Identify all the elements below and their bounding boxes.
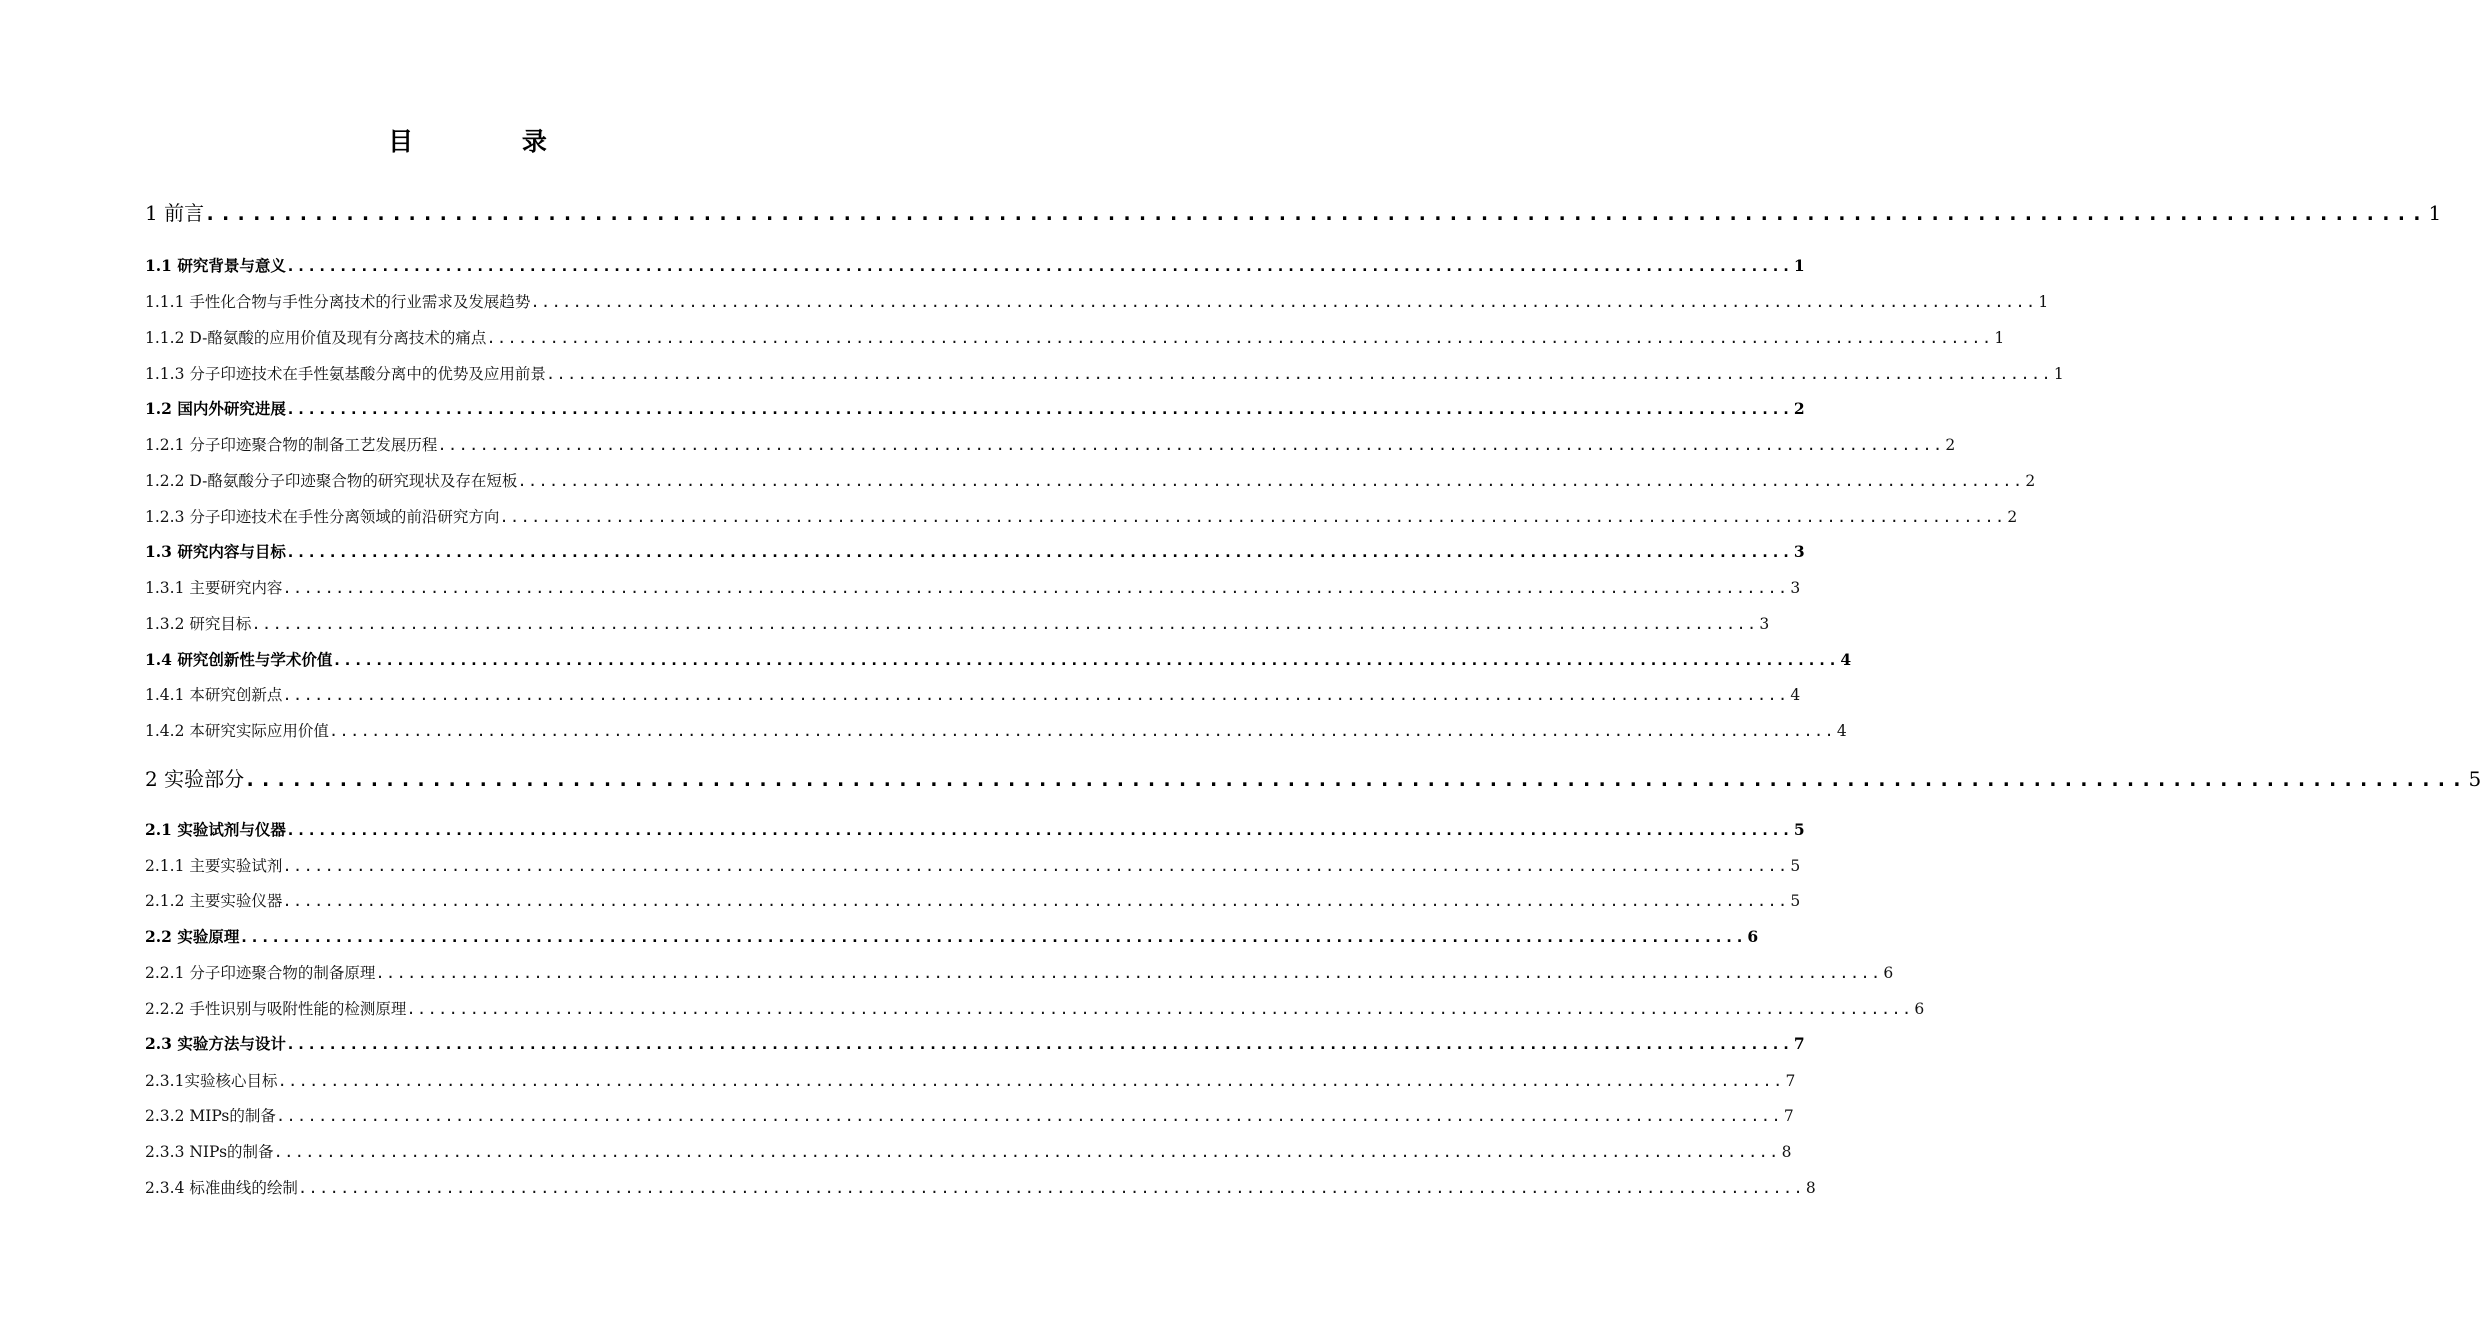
toc-entry[interactable] xyxy=(145,854,1801,878)
toc-entry-label: 2.2 实验原理 xyxy=(145,927,240,946)
toc-dot-leader: ............................................................................................................................................... xyxy=(545,365,2052,383)
toc-dot-leader: ............................................................................................................................................... xyxy=(285,1035,1792,1053)
toc-entry-label: 1.1.2 D-酪氨酸的应用价值及现有分离技术的痛点 xyxy=(145,329,487,347)
toc-dot-leader: ............................................................................................................................................... xyxy=(251,615,1758,633)
toc-page-number: 6 xyxy=(1914,1000,1925,1018)
toc-dot-leader: ............................................................................................................................................... xyxy=(282,686,1789,704)
toc-page-number: 2 xyxy=(1793,399,1805,418)
toc-entry-label: 2.3.2 MIPs的制备 xyxy=(145,1107,276,1125)
toc-entry[interactable] xyxy=(145,576,1801,600)
toc-entry-label: 1.1 研究背景与意义 xyxy=(145,256,286,275)
toc-dot-leader: ............................................................................................................................................... xyxy=(282,579,1789,597)
toc-entry[interactable] xyxy=(145,648,1852,672)
toc-entry-label: 1.2.1 分子印迹聚合物的制备工艺发展历程 xyxy=(145,436,438,454)
toc-entry[interactable] xyxy=(145,889,1801,913)
toc-entry[interactable] xyxy=(145,397,1805,421)
toc-entry-label: 1.4.1 本研究创新点 xyxy=(145,686,283,704)
toc-page-number: 2 xyxy=(2007,508,2018,526)
toc-entry[interactable] xyxy=(145,719,1847,743)
toc-entry[interactable] xyxy=(145,683,1801,707)
toc-entry-label: 2.3.1实验核心目标 xyxy=(145,1072,278,1090)
toc-page-number: 5 xyxy=(1793,820,1805,839)
toc-dot-leader: ............................................................................................................................................... xyxy=(285,543,1792,561)
toc-page-number: 3 xyxy=(1793,542,1805,561)
toc-page-number: 4 xyxy=(1840,650,1852,669)
toc-page-number: 6 xyxy=(1747,927,1759,946)
toc-entry[interactable] xyxy=(145,1104,1794,1128)
toc-entry-label: 2.1.2 主要实验仪器 xyxy=(145,892,283,910)
toc-title: 目 录 xyxy=(388,127,597,156)
toc-entry-label: 1.3 研究内容与目标 xyxy=(145,542,286,561)
toc-entry[interactable] xyxy=(145,925,1759,949)
toc-entry-label: 2.3 实验方法与设计 xyxy=(145,1034,286,1053)
toc-entry-label: 1.1.3 分子印迹技术在手性氨基酸分离中的优势及应用前景 xyxy=(145,365,546,383)
toc-entry[interactable] xyxy=(145,612,1770,636)
toc-dot-leader: ............................................................................................................................................... xyxy=(282,857,1789,875)
toc-page-number: 5 xyxy=(1790,857,1801,875)
toc-page-number: 8 xyxy=(1805,1179,1816,1197)
toc-entry[interactable] xyxy=(145,1176,1816,1200)
toc-dot-leader: ............................................................................................................................................... xyxy=(273,1143,1780,1161)
toc-dot-leader: ............................................................................................................................................... xyxy=(437,436,1944,454)
toc-entry-label: 1.2.2 D-酪氨酸分子印迹聚合物的研究现状及存在短板 xyxy=(145,472,518,490)
toc-dot-leader: ............................................................................................................................................... xyxy=(486,329,1993,347)
toc-dot-leader: ............................................................................................................................................... xyxy=(285,257,1792,275)
toc-page-number: 3 xyxy=(1759,615,1770,633)
toc-page-number: 1 xyxy=(2428,201,2442,225)
toc-page-number: 1 xyxy=(2053,365,2064,383)
toc-entry-label: 1.3.2 研究目标 xyxy=(145,615,252,633)
toc-dot-leader: ............................................................................................................................................... xyxy=(282,892,1789,910)
toc-entry-label: 2.1.1 主要实验试剂 xyxy=(145,857,283,875)
toc-page-number: 5 xyxy=(1790,892,1801,910)
toc-entry-label: 1.2 国内外研究进展 xyxy=(145,399,286,418)
toc-entry-label: 1.2.3 分子印迹技术在手性分离领域的前沿研究方向 xyxy=(145,508,500,526)
toc-entry[interactable] xyxy=(145,1069,1796,1093)
toc-entry[interactable] xyxy=(145,961,1894,985)
toc-entry[interactable] xyxy=(145,1032,1805,1056)
toc-page-number: 7 xyxy=(1793,1034,1805,1053)
toc-dot-leader: ............................................................................................................................................... xyxy=(244,767,2467,791)
toc-page-number: 5 xyxy=(2468,767,2481,791)
toc-dot-leader: ............................................................................................................................................... xyxy=(332,651,1839,669)
toc-dot-leader: ............................................................................................................................................... xyxy=(285,821,1792,839)
toc-entry[interactable] xyxy=(145,540,1805,564)
toc-dot-leader: ............................................................................................................................................... xyxy=(517,472,2024,490)
toc-entry[interactable] xyxy=(145,469,2036,493)
toc-entry[interactable] xyxy=(145,326,2005,350)
toc-dot-leader: ............................................................................................................................................... xyxy=(277,1072,1784,1090)
toc-entry-label: 2 实验部分 xyxy=(145,767,245,791)
toc-page-number: 8 xyxy=(1781,1143,1792,1161)
toc-entry[interactable] xyxy=(145,362,2064,386)
toc-entry-label: 1.4.2 本研究实际应用价值 xyxy=(145,722,329,740)
toc-entry-label: 2.3.4 标准曲线的绘制 xyxy=(145,1179,298,1197)
toc-dot-leader: ............................................................................................................................................... xyxy=(297,1179,1804,1197)
toc-dot-leader: ............................................................................................................................................... xyxy=(204,201,2427,225)
toc-entry[interactable] xyxy=(145,818,1805,842)
toc-dot-leader: ............................................................................................................................................... xyxy=(499,508,2006,526)
toc-entry-label: 2.2.2 手性识别与吸附性能的检测原理 xyxy=(145,1000,407,1018)
toc-entry[interactable] xyxy=(145,198,2442,228)
toc-page-number: 6 xyxy=(1883,964,1894,982)
toc-entry-label: 2.3.3 NIPs的制备 xyxy=(145,1143,274,1161)
toc-page-number: 1 xyxy=(1793,256,1805,275)
toc-page-number: 1 xyxy=(2038,293,2049,311)
toc-entry[interactable] xyxy=(145,433,1956,457)
toc-entry-label: 1.3.1 主要研究内容 xyxy=(145,579,283,597)
toc-entry-label: 2.1 实验试剂与仪器 xyxy=(145,820,286,839)
toc-dot-leader: ............................................................................................................................................... xyxy=(328,722,1835,740)
toc-entry[interactable] xyxy=(145,997,1925,1021)
toc-page-number: 7 xyxy=(1785,1072,1796,1090)
toc-dot-leader: ............................................................................................................................................... xyxy=(285,400,1792,418)
toc-entry[interactable] xyxy=(145,1140,1792,1164)
toc-page-number: 2 xyxy=(2025,472,2036,490)
toc-dot-leader: ............................................................................................................................................... xyxy=(406,1000,1913,1018)
toc-dot-leader: ............................................................................................................................................... xyxy=(530,293,2037,311)
toc-entry-label: 1.4 研究创新性与学术价值 xyxy=(145,650,333,669)
toc-entry[interactable] xyxy=(145,290,2049,314)
toc-page-number: 4 xyxy=(1790,686,1801,704)
toc-page-number: 3 xyxy=(1790,579,1801,597)
toc-dot-leader: ............................................................................................................................................... xyxy=(239,928,1746,946)
toc-page-number: 2 xyxy=(1945,436,1956,454)
toc-dot-leader: ............................................................................................................................................... xyxy=(375,964,1882,982)
toc-entry[interactable] xyxy=(145,254,1805,278)
toc-entry-label: 1.1.1 手性化合物与手性分离技术的行业需求及发展趋势 xyxy=(145,293,531,311)
toc-page-number: 1 xyxy=(1994,329,2005,347)
toc-entry-label: 2.2.1 分子印迹聚合物的制备原理 xyxy=(145,964,376,982)
toc-page-number: 4 xyxy=(1836,722,1847,740)
toc-entry[interactable] xyxy=(145,505,2018,529)
toc-dot-leader: ............................................................................................................................................... xyxy=(275,1107,1782,1125)
toc-entry-label: 1 前言 xyxy=(145,201,205,225)
toc-entry[interactable] xyxy=(145,764,2481,794)
toc-page-number: 7 xyxy=(1783,1107,1794,1125)
